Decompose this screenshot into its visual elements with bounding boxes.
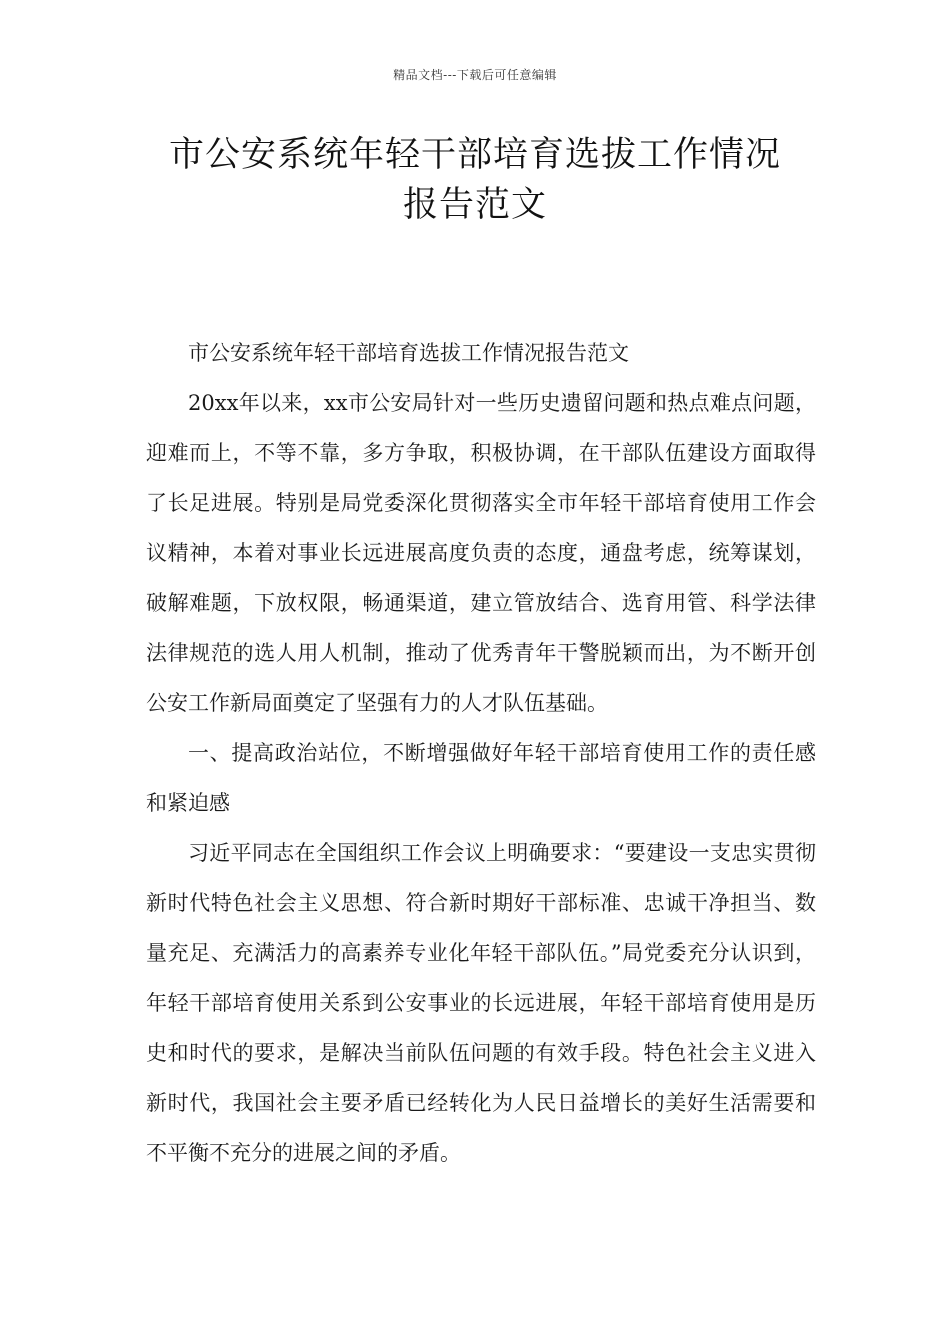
title-line-2: 报告范文 [402,185,547,225]
header-note: 精品文档---下载后可任意编辑 [393,68,557,82]
title-line-1: 市公安系统年轻干部培育选拔工作情况 [168,135,781,175]
document-body [146,328,816,1178]
paragraph-section-1: 习近平同志在全国组织工作会议上明确要求：“要建设一支忠实贯彻新时代特色社会主义思想、符合新时期好干部标准、忠诚干净担当、数量充足、充满活力的高素养专业化年轻干部队伍。”局党委充分认识到，年轻干部培育使用关系到公安事业的长远进展，年轻干部培育使用是历史和时代的要求，是解决当前队伍问题的有效手段。特色社会主义进入新时代，我国社会主要矛盾已经转化为人民日益增长的美好生活需要和不平衡不充分的进展之间的矛盾。 [146,841,816,1165]
paragraph-intro: 20xx年以来，xx市公安局针对一些历史遗留问题和热点难点问题，迎难而上，不等不靠，多方争取，积极协调，在干部队伍建设方面取得了长足进展。特别是局党委深化贯彻落实全市年轻干部培育使用工作会议精神，本着对事业长远进展高度负责的态度，通盘考虑，统筹谋划，破解难题，下放权限，畅通渠道，建立管放结合、选育用管、科学法律法律规范的选人用人机制，推动了优秀青年干警脱颖而出，为不断开创公安工作新局面奠定了坚强有力的人才队伍基础。 [146,391,816,715]
document-title [100,130,850,230]
paragraph-subtitle: 市公安系统年轻干部培育选拔工作情况报告范文 [188,341,629,365]
section-heading-1: 一、提高政治站位，不断增强做好年轻干部培育使用工作的责任感和紧迫感 [146,741,816,815]
